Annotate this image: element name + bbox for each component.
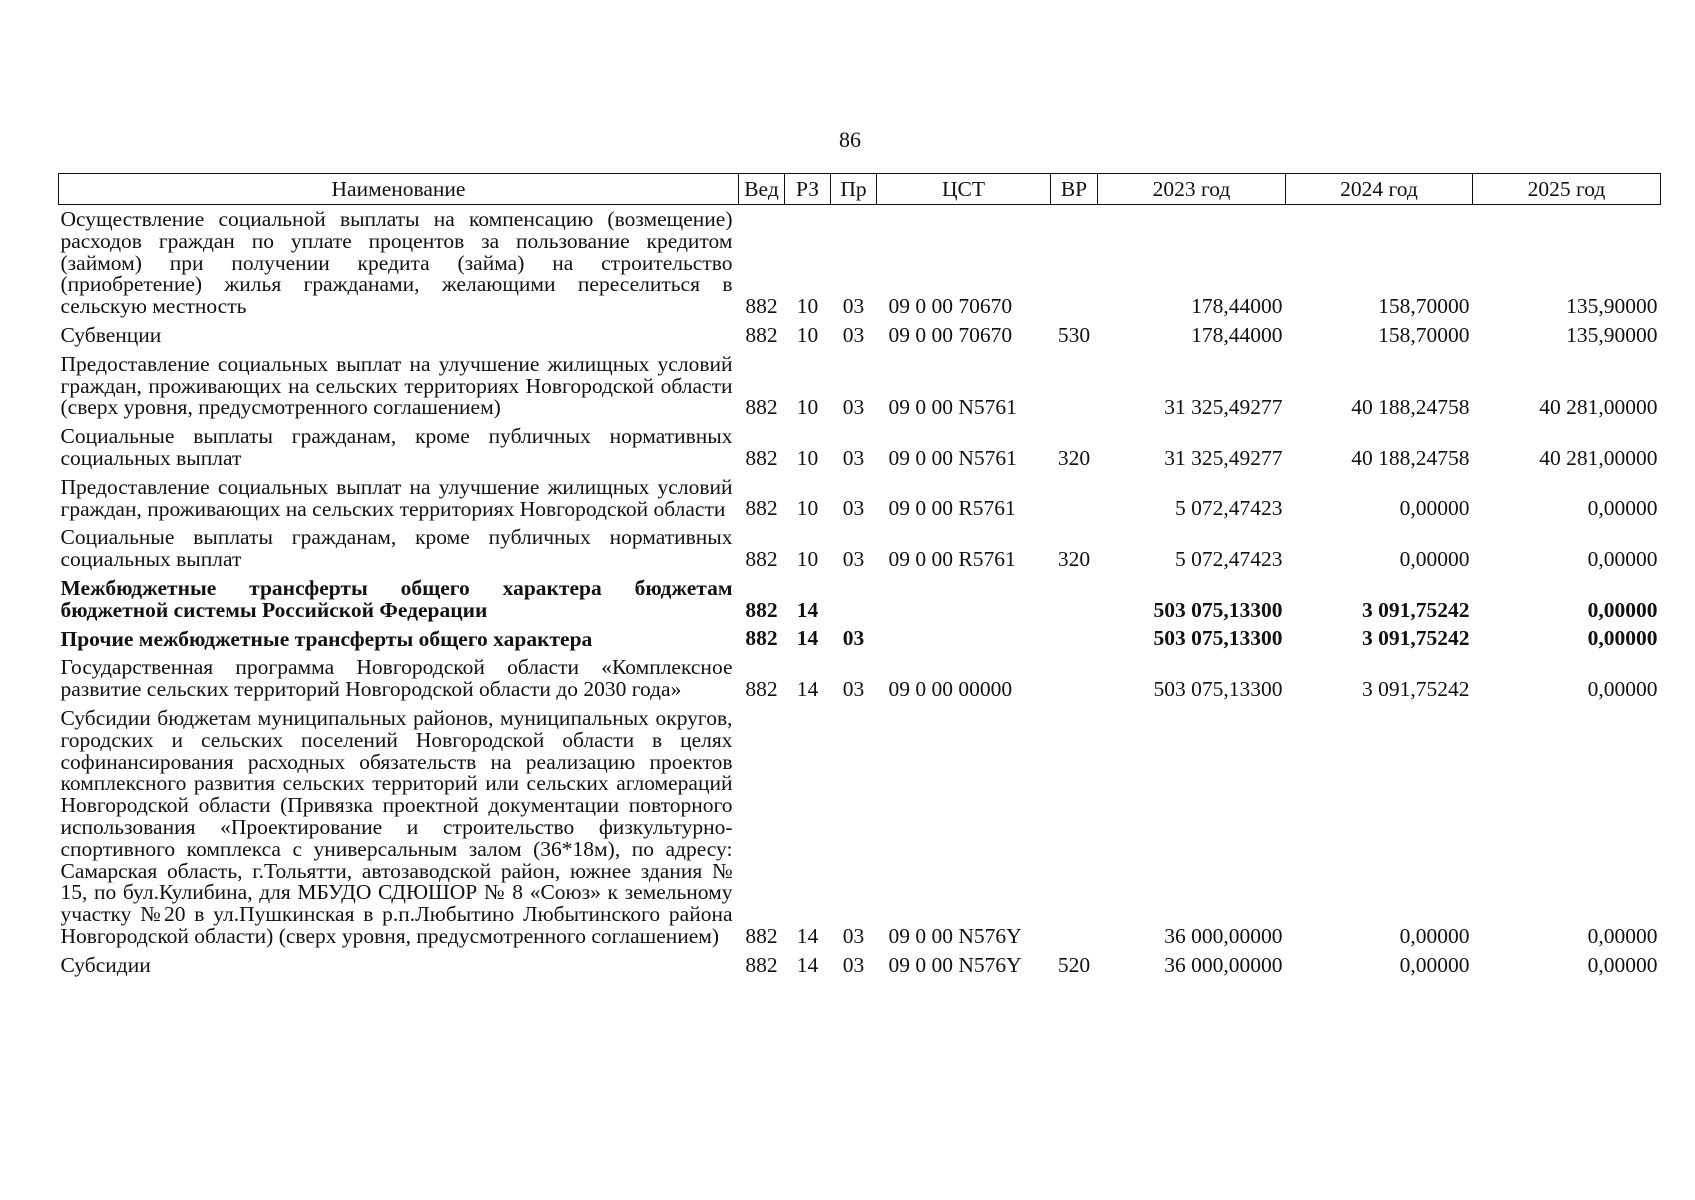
- row-cst: 09 0 00 R5761: [888, 496, 1016, 521]
- row-rz: 10: [796, 496, 819, 521]
- row-name: Осуществление социальной выплаты на компенсацию (возмещение) расходов граждан по уплате процентов за пользование кредитом (займом) при получении кредита (займа) на строительство (приобретение) жилья гражданами, желающими переселиться в сельскую местность: [60, 207, 733, 319]
- row-2023: 5 072,47423: [1175, 546, 1283, 571]
- row-vr: [1051, 574, 1098, 625]
- row-pr: 03: [842, 626, 865, 651]
- row-2025: 40 281,00000: [1539, 395, 1658, 420]
- row-2025: 0,00000: [1587, 546, 1658, 571]
- row-2023: 503 075,13300: [1153, 676, 1283, 701]
- row-rz: 14: [796, 952, 819, 977]
- row-2025: 0,00000: [1587, 496, 1658, 521]
- row-rz: 10: [796, 293, 819, 318]
- row-rz: 10: [796, 395, 819, 420]
- table-row: [59, 951, 1661, 980]
- row-rz: 10: [796, 445, 819, 470]
- row-pr: 03: [842, 395, 865, 420]
- row-pr: 03: [842, 445, 865, 470]
- row-2025: 0,00000: [1587, 597, 1658, 622]
- table-row: [59, 523, 1661, 574]
- row-2023: 503 075,13300: [1153, 626, 1283, 651]
- table-row: [59, 704, 1661, 951]
- table-row: [59, 653, 1661, 704]
- row-cst: 09 0 00 00000: [888, 676, 1013, 701]
- row-2023: 503 075,13300: [1153, 597, 1283, 622]
- row-name: Субсидии: [60, 952, 151, 977]
- row-2024: 40 188,24758: [1351, 395, 1470, 420]
- row-pr: 03: [842, 952, 865, 977]
- row-cst: [877, 574, 1051, 625]
- row-rz: 14: [796, 597, 819, 622]
- row-rz: 10: [796, 546, 819, 571]
- row-vr: 520: [1057, 952, 1091, 977]
- header-vr: ВР: [1051, 174, 1098, 205]
- row-name: Государственная программа Новгородской области «Комплексное развитие сельских территорий Новгородской области до 2030 года»: [60, 655, 733, 702]
- row-ved: 882: [745, 952, 778, 977]
- header-2024: 2024 год: [1286, 174, 1473, 205]
- header-2025: 2025 год: [1473, 174, 1661, 205]
- row-2023: 178,44000: [1191, 293, 1283, 318]
- row-name: Предоставление социальных выплат на улучшение жилищных условий граждан, проживающих на сельских территориях Новгородской области (сверх уровня, предусмотренного соглашением): [60, 351, 733, 420]
- table-row: [59, 625, 1661, 654]
- row-cst: 09 0 00 N5761: [888, 395, 1017, 420]
- row-2023: 31 325,49277: [1164, 395, 1283, 420]
- row-pr: 03: [842, 546, 865, 571]
- row-ved: 882: [745, 496, 778, 521]
- row-rz: 14: [796, 626, 819, 651]
- row-2024: 158,70000: [1378, 322, 1470, 347]
- row-vr: [1051, 350, 1098, 422]
- row-2024: 40 188,24758: [1351, 445, 1470, 470]
- row-ved: 882: [745, 395, 778, 420]
- row-rz: 10: [796, 322, 819, 347]
- header-cst: ЦСТ: [877, 174, 1051, 205]
- row-2025: 0,00000: [1587, 952, 1658, 977]
- row-vr: [1051, 653, 1098, 704]
- row-vr: 530: [1057, 322, 1091, 347]
- row-2024: 0,00000: [1399, 546, 1470, 571]
- row-pr: 03: [842, 496, 865, 521]
- row-2024: 3 091,75242: [1362, 597, 1470, 622]
- row-2024: 0,00000: [1399, 952, 1470, 977]
- row-2024: 0,00000: [1399, 496, 1470, 521]
- row-2025: 0,00000: [1587, 676, 1658, 701]
- row-rz: 14: [796, 676, 819, 701]
- row-name: Социальные выплаты гражданам, кроме публичных нормативных социальных выплат: [60, 424, 733, 470]
- row-cst: 09 0 00 N576Y: [888, 952, 1022, 977]
- row-name: Субсидии бюджетам муниципальных районов, муниципальных округов, городских и сельских поселений Новгородской области в целях софинансирования расходных обязательств на реализацию проектов комплексного развития сельских территорий или сельских агломераций Новгородской области (Привязка проектной документации повторного использования «Проектирование и строительство физкультурно- спортивного комплекса с универсальным залом (36*18м), по адресу: Самарская область, г.Тольятти, автозаводской район, южнее здания № 15, по бул.Кулибина, для МБУДО СДЮШОР № 8 «Союз» к земельному участку №20 в ул.Пушкинская в р.п.Любытино Любытинского района Новгородской области) (сверх уровня, предусмотренного соглашением): [60, 705, 733, 948]
- row-cst: 09 0 00 N5761: [888, 445, 1017, 470]
- row-name: Межбюджетные трансферты общего характера бюджетам бюджетной системы Российской Федерации: [60, 575, 733, 622]
- table-row: [59, 574, 1661, 625]
- row-2025: 135,90000: [1566, 293, 1658, 318]
- row-2024: 158,70000: [1378, 293, 1470, 318]
- row-vr: 320: [1057, 445, 1091, 470]
- row-2025: 135,90000: [1566, 322, 1658, 347]
- row-2023: 178,44000: [1191, 322, 1283, 347]
- row-name: Субвенции: [60, 322, 162, 347]
- table-body: [59, 205, 1661, 980]
- row-vr: [1051, 205, 1098, 321]
- row-2023: 36 000,00000: [1164, 952, 1283, 977]
- table-row: [59, 473, 1661, 524]
- row-2025: 0,00000: [1587, 626, 1658, 651]
- row-2024: 3 091,75242: [1362, 676, 1470, 701]
- row-2023: 5 072,47423: [1175, 496, 1283, 521]
- row-2023: 31 325,49277: [1164, 445, 1283, 470]
- row-vr: [1051, 704, 1098, 951]
- table-row: [59, 422, 1661, 473]
- row-cst: 09 0 00 R5761: [888, 546, 1016, 571]
- row-2025: 0,00000: [1587, 923, 1658, 948]
- row-2024: 3 091,75242: [1362, 626, 1470, 651]
- row-pr: 03: [842, 676, 865, 701]
- table-row: [59, 321, 1661, 350]
- row-pr: 03: [842, 322, 865, 347]
- table-row: [59, 205, 1661, 321]
- row-rz: 14: [796, 923, 819, 948]
- row-ved: 882: [745, 676, 778, 701]
- row-name: Предоставление социальных выплат на улучшение жилищных условий граждан, проживающих на сельских территориях Новгородской области: [60, 474, 733, 521]
- row-cst: [877, 625, 1051, 654]
- table-row: [59, 350, 1661, 422]
- header-pr: Пр: [831, 174, 877, 205]
- budget-table: [58, 173, 1661, 980]
- row-cst: 09 0 00 70670: [888, 322, 1013, 347]
- row-ved: 882: [745, 626, 778, 651]
- row-2025: 40 281,00000: [1539, 445, 1658, 470]
- row-vr: [1051, 625, 1098, 654]
- row-ved: 882: [745, 293, 778, 318]
- row-ved: 882: [745, 597, 778, 622]
- row-vr: 320: [1057, 546, 1091, 571]
- header-2023: 2023 год: [1098, 174, 1286, 205]
- table-header-row: [59, 174, 1661, 205]
- row-ved: 882: [745, 923, 778, 948]
- row-2023: 36 000,00000: [1164, 923, 1283, 948]
- row-ved: 882: [745, 322, 778, 347]
- row-ved: 882: [745, 546, 778, 571]
- row-ved: 882: [745, 445, 778, 470]
- row-cst: 09 0 00 70670: [888, 293, 1013, 318]
- header-ved: Вед: [739, 174, 785, 205]
- row-vr: [1051, 473, 1098, 524]
- row-pr: 03: [842, 293, 865, 318]
- page-number: 86: [839, 127, 861, 152]
- row-pr: 03: [842, 923, 865, 948]
- row-2024: 0,00000: [1399, 923, 1470, 948]
- row-cst: 09 0 00 N576Y: [888, 923, 1022, 948]
- row-pr: [831, 574, 877, 625]
- row-name: Социальные выплаты гражданам, кроме публичных нормативных социальных выплат: [60, 525, 733, 572]
- header-rz: РЗ: [785, 174, 831, 205]
- header-name: Наименование: [59, 174, 739, 205]
- row-name: Прочие межбюджетные трансферты общего характера: [60, 626, 593, 651]
